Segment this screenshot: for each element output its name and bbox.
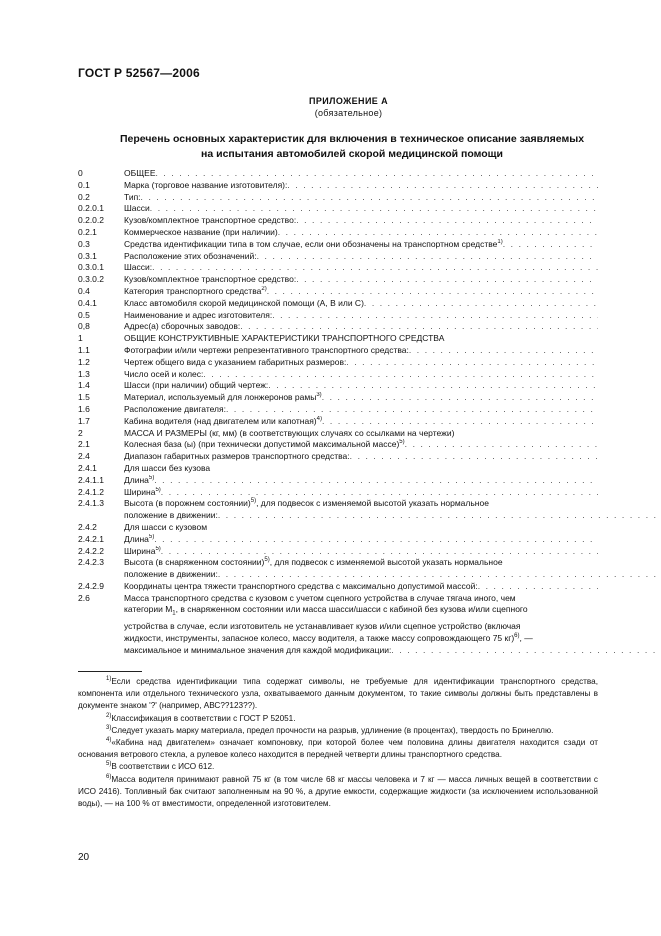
item-text: Координаты центра тяжести транспортного средства с максимально допустимой массой:: [124, 580, 478, 591]
footnote-ref: 5): [264, 557, 270, 564]
dot-leader: [240, 321, 598, 333]
footnote-ref: 6): [514, 632, 520, 639]
dot-leader: [391, 645, 661, 657]
item-number: 2.4.2.9: [78, 580, 104, 591]
item-text: [124, 357, 346, 369]
item-number: 2.6: [78, 592, 90, 603]
item-label: [124, 534, 598, 546]
item-text: Высота (в снаряженном состоянии): [124, 557, 265, 568]
item-label: [124, 192, 598, 204]
item-label: [124, 286, 598, 298]
footnote-text: Если средства идентификации типа содержат символы, не требуемые для идентификации транспортного средства, компонента или отдельного технического узла, охватываемого данным документом, то такие символы должны быть представлены в документе знаком '?' (например, АВС??123??).: [78, 677, 598, 711]
list-item: [78, 404, 598, 416]
dot-leader: [152, 262, 598, 274]
dot-leader: [272, 310, 598, 322]
item-text-line2: положение в движении:: [124, 510, 218, 521]
item-text: [124, 416, 322, 428]
dot-leader: [346, 357, 598, 369]
item-text: [124, 392, 322, 404]
subscript: 1: [172, 611, 176, 618]
footnote-mark: 3): [106, 724, 112, 731]
footnote: [78, 774, 598, 811]
item-text-value: Кабина водителя (над двигателем или капотная): [124, 415, 317, 426]
item-label: [124, 239, 598, 251]
footnote-ref: 2): [261, 285, 267, 292]
item-number: 2.1: [78, 439, 90, 450]
list-item: [78, 192, 598, 204]
item-text-value: Шасси (при наличии) общий чертеж:: [124, 380, 269, 391]
item-text: [124, 168, 156, 180]
item-text-line2: положение в движении:: [124, 569, 218, 580]
item-text-value: Кузов/комплектное транспортное средство:: [124, 274, 297, 285]
item-text: [124, 298, 364, 310]
footnote-text: В соответствии с ИСО 612.: [111, 762, 215, 772]
footnote-ref: 5): [148, 533, 155, 540]
list-item: [78, 298, 598, 310]
item-text-value: Диапазон габаритных размеров транспортного средства:: [124, 451, 350, 462]
footnote-mark: 6): [106, 773, 112, 780]
item-text-value: Для шасси без кузова: [124, 462, 211, 473]
item-number: 1.1: [78, 344, 90, 355]
item-text-line2b: , в снаряженном состоянии или масса шасси/шасси с кабиной без кузова и/или сцепного: [175, 604, 528, 615]
item-label: [124, 392, 598, 404]
item-number: 0.4.1: [78, 297, 97, 308]
dot-leader: [350, 451, 598, 463]
item-number: 0.3: [78, 238, 90, 249]
dot-leader: [296, 215, 598, 227]
item-text-value: Число осей и колес:: [124, 368, 204, 379]
item-text: [124, 345, 409, 357]
footnote-ref: 5): [148, 474, 155, 481]
item-text: [124, 251, 257, 263]
dot-leader: [218, 569, 661, 581]
footnote-text: Следует указать марку материала, предел прочности на разрыв, удлинение (в процентах), твердость по Бринеллю.: [111, 725, 554, 735]
item-text-line3: устройства в случае, если изготовитель не устанавливает кузов и/или сцепное устройство (включая: [124, 620, 521, 631]
item-number: 1.5: [78, 392, 90, 403]
characteristics-list: [78, 168, 598, 656]
dot-leader: [322, 392, 598, 404]
item-text: [124, 310, 272, 322]
dot-leader: [141, 192, 598, 204]
item-text-rest: , для подвесок с изменяемой высотой указать нормальное: [269, 557, 503, 568]
item-number: 0.3.0.2: [78, 274, 104, 285]
list-item: [78, 392, 598, 404]
item-number: 2.4.2.3: [78, 557, 104, 568]
item-number: 2.4.1.1: [78, 474, 104, 485]
list-item: [78, 581, 598, 593]
appendix-subtitle: (обязательное): [314, 108, 383, 118]
dot-leader: [203, 369, 598, 381]
item-label: [124, 321, 598, 333]
item-text: [124, 227, 278, 239]
item-number: 2.4.2.2: [78, 545, 104, 556]
list-item: [78, 534, 598, 546]
item-number: 0: [78, 168, 83, 178]
item-text-value: ОБЩИЕ КОНСТРУКТИВНЫЕ ХАРАКТЕРИСТИКИ ТРАНСПОРТНОГО СРЕДСТВА: [124, 333, 445, 344]
item-label: [124, 546, 598, 558]
list-item: [78, 251, 598, 263]
item-text: [124, 203, 150, 215]
item-number: 0.2: [78, 191, 90, 202]
footnote: [78, 713, 598, 725]
item-text: [124, 274, 296, 286]
item-number: 0.5: [78, 309, 90, 320]
item-label: [124, 215, 598, 227]
item-label: [124, 522, 598, 534]
item-label: [124, 251, 598, 263]
item-text: [124, 192, 141, 204]
dot-leader: [161, 546, 598, 558]
item-text-value: Класс автомобиля скорой медицинской помощи (А, В или С): [124, 297, 364, 308]
dot-leader: [405, 439, 598, 451]
list-item: [78, 428, 598, 440]
item-text-value: Расположение этих обозначений:: [124, 250, 257, 261]
list-item: [78, 557, 598, 581]
item-number: 0.3.0.1: [78, 262, 104, 273]
footnote: [78, 676, 598, 713]
dot-leader: [226, 404, 598, 416]
list-item: [78, 380, 598, 392]
item-label: [124, 404, 598, 416]
list-item: [78, 239, 598, 251]
footnote-mark: 2): [106, 712, 112, 719]
section-title-line2: на испытания автомобилей скорой медицинской помощи: [201, 148, 503, 160]
item-number: 1.6: [78, 403, 90, 414]
item-text-value: Наименование и адрес изготовителя:: [124, 309, 273, 320]
footnote: [78, 761, 598, 773]
characteristics-group-b: [78, 522, 598, 557]
item-text-line2a: категории М: [124, 604, 173, 615]
item-text-value: Длина: [124, 474, 149, 485]
item-text: [124, 534, 154, 546]
item-label: [124, 487, 598, 499]
item-text-line5: максимальное и минимальное значения для каждой модификации:: [124, 644, 392, 655]
item-number: 2.4.1.2: [78, 486, 104, 497]
appendix-heading: [0, 96, 661, 119]
footnote-ref: 1): [497, 238, 503, 245]
page-header-standard: ГОСТ Р 52567—2006: [78, 66, 200, 80]
dot-leader: [156, 168, 599, 180]
item-text: [124, 522, 207, 534]
list-item: [78, 215, 598, 227]
item-label: [124, 416, 598, 428]
list-item: [78, 310, 598, 322]
page-number: 20: [78, 852, 90, 863]
item-text: [124, 428, 454, 440]
item-label: [124, 463, 598, 475]
list-item: [78, 333, 598, 345]
footnote-ref: 3): [316, 392, 322, 399]
item-text: [124, 262, 152, 274]
item-text-value: Марка (торговое название изготовителя):: [124, 179, 288, 190]
item-label: [124, 310, 598, 322]
footnote-text: «Кабина над двигателем» означает компоновку, при которой более чем половина длины двигателя находится сзади от основания ветрового стекла, а рулевое колесо находится в передней четверти длины транспортного средства.: [78, 738, 598, 760]
item-text-value: Материал, используемый для лонжеронов рамы: [124, 392, 317, 403]
item-text-line4a: жидкости, инструменты, запасное колесо, массу водителя, а также массу сопровождающего 75 кг): [124, 632, 515, 643]
item-text-value: Колесная база (ы) (при технически допустимой максимальной массе): [124, 439, 400, 450]
list-item: [78, 321, 598, 333]
list-item: [78, 274, 598, 286]
list-item: [78, 168, 598, 180]
footnote-ref: 5): [155, 486, 161, 493]
item-label: [124, 439, 598, 451]
item-number: 0.3.1: [78, 250, 97, 261]
item-text-value: Расположение двигателя:: [124, 403, 226, 414]
dot-leader: [409, 345, 598, 357]
list-item: [78, 546, 598, 558]
footnote-text: Классификация в соответствии с ГОСТ Р 52051.: [111, 713, 296, 723]
section-title-line1: Перечень основных характеристик для включения в техническое описание заявляемых: [119, 133, 585, 145]
item-text: [124, 180, 287, 192]
item-number: 1.7: [78, 415, 90, 426]
dot-leader: [161, 487, 598, 499]
item-text: [124, 369, 203, 381]
dot-leader: [478, 581, 598, 593]
item-text-value: Шасси: [124, 203, 150, 214]
list-item: [78, 357, 598, 369]
dot-leader: [322, 416, 598, 428]
characteristics-group-a: [78, 168, 598, 498]
item-label: [124, 227, 598, 239]
item-body: [124, 593, 661, 657]
item-number: 0,8: [78, 321, 90, 332]
item-number: 2.4.2: [78, 521, 97, 532]
item-text: [124, 321, 240, 333]
dot-leader: [296, 274, 598, 286]
item-text: [124, 451, 350, 463]
item-text: [124, 239, 503, 251]
item-text: [124, 546, 161, 558]
item-text-value: Тип:: [124, 191, 141, 202]
dot-leader: [364, 298, 598, 310]
dot-leader: [257, 251, 598, 263]
item-label: [124, 203, 598, 215]
item-text-value: Длина: [124, 533, 149, 544]
item-label: [124, 180, 598, 192]
dot-leader: [503, 239, 598, 251]
dot-leader: [278, 227, 598, 239]
dot-leader: [150, 203, 598, 215]
item-label: [124, 475, 598, 487]
footnote-ref: 5): [250, 498, 257, 505]
item-label: [124, 274, 598, 286]
item-text-value: Фотографии и/или чертежи репрезентативного транспортного средства:: [124, 344, 409, 355]
item-text: [124, 475, 154, 487]
list-item: [78, 369, 598, 381]
item-label: [124, 345, 598, 357]
item-label: [124, 369, 598, 381]
dot-leader: [268, 380, 598, 392]
footnote: [78, 737, 598, 761]
item-number: 2.4.1: [78, 462, 97, 473]
footnote-text: Масса водителя принимают равной 75 кг (в том числе 68 кг массы человека и 7 кг — масса личных вещей в соответствии с ИСО 2416). Топливный бак считают заполненным на 90 %, а другие емкости, содержащие жидкости (за исключением использованной воды), — на 100 % от вместимости, определенной изготовителем.: [78, 774, 598, 809]
item-label: [124, 581, 598, 593]
item-text-rest: , для подвесок с изменяемой высотой указать нормальное: [256, 498, 489, 509]
item-number: 0.4: [78, 285, 90, 296]
item-text-value: Адрес(а) сборочных заводов:: [124, 321, 241, 332]
list-item: [78, 439, 598, 451]
item-number: 1.4: [78, 380, 90, 391]
footnote-ref: 4): [316, 415, 322, 422]
item-text: [124, 380, 268, 392]
footnote-ref: 5): [155, 545, 161, 552]
footnote-mark: 1): [106, 676, 112, 682]
list-item: [78, 451, 598, 463]
item-label: [124, 298, 598, 310]
list-item: [78, 262, 598, 274]
item-number: 0.2.0.2: [78, 215, 104, 226]
item-number: 1: [78, 333, 83, 344]
item-text: [124, 463, 210, 475]
dot-leader: [218, 510, 661, 522]
item-text-value: Для шасси с кузовом: [124, 521, 208, 532]
dot-leader: [267, 286, 598, 298]
item-text: [124, 487, 161, 499]
dot-leader: [154, 534, 598, 546]
footnote-divider: [78, 671, 142, 672]
item-text-value: Ширина: [124, 486, 156, 497]
item-text: Высота (в порожнем состоянии): [124, 498, 251, 509]
section-title: [82, 132, 622, 162]
item-label: [124, 451, 598, 463]
item-label: [124, 333, 598, 345]
footnote-mark: 4): [106, 737, 112, 744]
item-text-line1: Масса транспортного средства с кузовом с учетом сцепного устройства в случае тягача иного, чем: [124, 592, 516, 603]
item-body: [124, 557, 661, 581]
item-number: 0.2.1: [78, 226, 97, 237]
item-number: 2.4.2.1: [78, 533, 104, 544]
list-item: [78, 498, 598, 522]
item-label: [124, 428, 598, 440]
list-item: [78, 416, 598, 428]
list-item: [78, 203, 598, 215]
list-item: [78, 227, 598, 239]
item-number: 1.3: [78, 368, 90, 379]
footnote: [78, 725, 598, 737]
footnotes: [78, 676, 598, 810]
item-label: [124, 357, 598, 369]
item-number: 1.2: [78, 356, 90, 367]
item-text-value: Чертеж общего вида с указанием габаритных размеров:: [124, 356, 347, 367]
item-number: 2.4: [78, 451, 90, 462]
item-number: 0.2.0.1: [78, 203, 104, 214]
item-text: [124, 439, 405, 451]
item-body: [124, 498, 661, 522]
item-number: 2: [78, 427, 83, 438]
item-text-value: ОБЩЕЕ: [124, 168, 156, 178]
item-text-line4b: , —: [519, 632, 533, 643]
item-text-value: Шасси:: [124, 262, 153, 273]
list-item: [78, 463, 598, 475]
item-text: [124, 215, 296, 227]
item-text-value: Средства идентификации типа в том случае, если они обозначены на транспортном средстве: [124, 238, 498, 249]
item-label: [124, 380, 598, 392]
dot-leader: [154, 475, 598, 487]
item-number: 2.4.1.3: [78, 498, 104, 509]
item-text-value: Категория транспортного средства: [124, 285, 262, 296]
item-text: [124, 333, 444, 345]
item-number: 0.1: [78, 179, 90, 190]
list-item: [78, 593, 598, 657]
item-text: [124, 286, 267, 298]
list-item: [78, 487, 598, 499]
list-item: [78, 286, 598, 298]
footnote-mark: 5): [106, 761, 112, 768]
item-text: [124, 404, 226, 416]
list-item: [78, 522, 598, 534]
list-item: [78, 475, 598, 487]
item-text-value: Кузов/комплектное транспортное средство:: [124, 215, 297, 226]
item-text-value: Коммерческое название (при наличии): [124, 226, 278, 237]
item-text-value: МАССА И РАЗМЕРЫ (кг, мм) (в соответствующих случаях со ссылками на чертежи): [124, 427, 455, 438]
item-label: [124, 262, 598, 274]
dot-leader: [287, 180, 598, 192]
footnote-ref: 5): [399, 439, 405, 446]
list-item: [78, 180, 598, 192]
item-label: [124, 168, 598, 180]
item-text-value: Ширина: [124, 545, 156, 556]
appendix-title: ПРИЛОЖЕНИЕ А: [308, 96, 389, 106]
list-item: [78, 345, 598, 357]
